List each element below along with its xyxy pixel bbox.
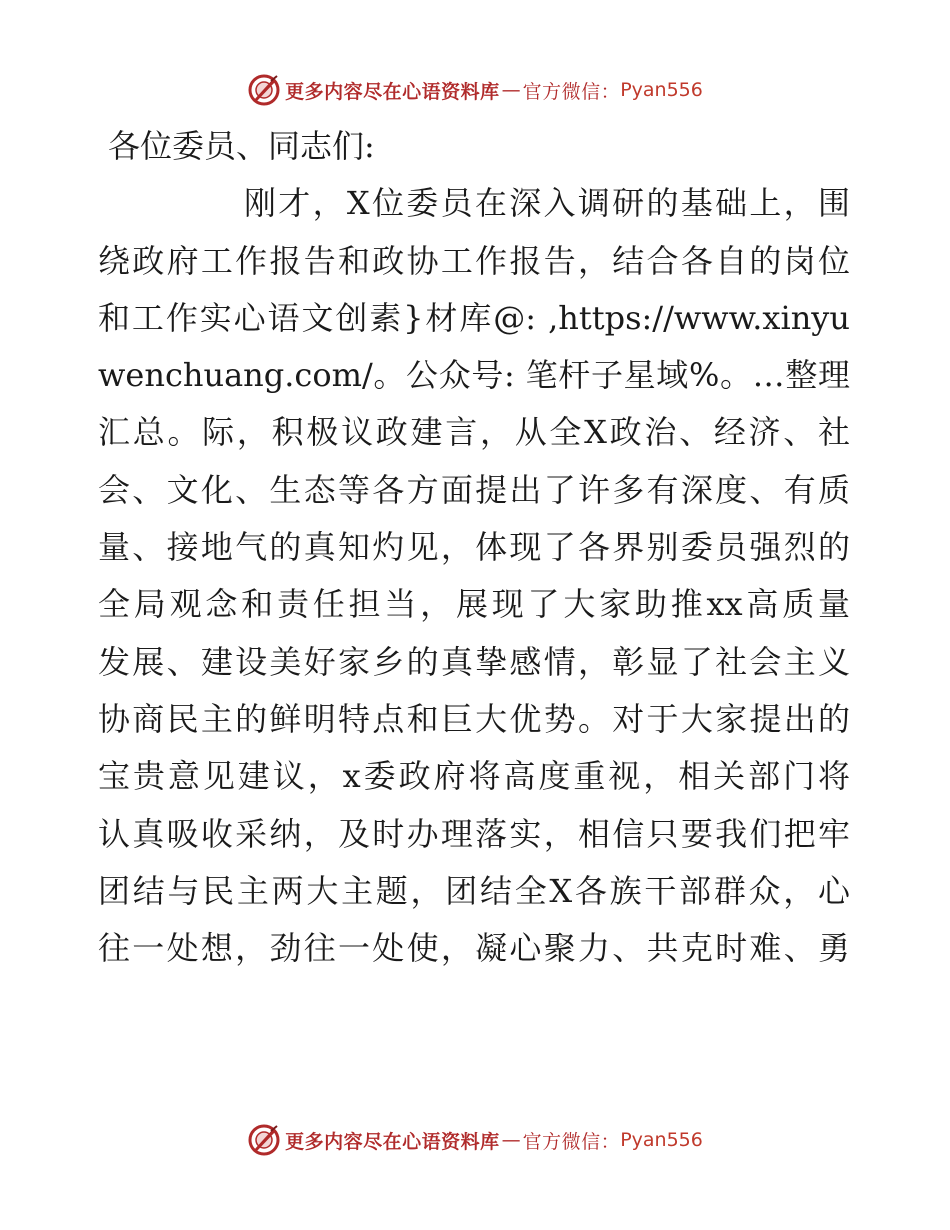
paragraph-line: 量、接地气的真知灼见，体现了各界别委员强烈的 [98, 528, 850, 567]
paragraph-line: 汇总。际，积极议政建言，从全X政治、经济、社 [98, 413, 850, 452]
paragraph-line: 宝贵意见建议，x委政府将高度重视，相关部门将 [98, 757, 850, 796]
salutation: 各位委员、同志们: [108, 127, 375, 165]
banner-wechat-id: Pyan556 [620, 79, 703, 101]
document-body [98, 118, 850, 977]
paragraph-line: 会、文化、生态等各方面提出了许多有深度、有质 [98, 470, 850, 509]
paragraph-line: 全局观念和责任担当，展现了大家助推xx高质量 [98, 585, 850, 624]
quill-logo-icon [247, 73, 281, 107]
paragraph-line: 团结与民主两大主题，团结全X各族干部群众，心 [98, 871, 850, 910]
paragraph-line: 和工作实心语文创素}材库@: ,https://www.xinyu [98, 298, 850, 337]
paragraph-line: wenchuang.com/。公众号: 笔杆子星域%。…整理 [98, 356, 850, 395]
banner-wechat-id: Pyan556 [620, 1129, 703, 1151]
banner-wechat-label: 官方微信： [522, 1130, 621, 1153]
paragraph-line: 认真吸收采纳，及时办理落实，相信只要我们把牢 [98, 814, 850, 853]
paragraph-line: 绕政府工作报告和政协工作报告，结合各自的岗位 [98, 241, 850, 280]
paragraph-line: 往一处想，劲往一处使，凝心聚力、共克时难、勇 [98, 929, 850, 968]
paragraph-line: 协商民主的鲜明特点和巨大优势。对于大家提出的 [98, 699, 850, 738]
quill-logo-icon [247, 1123, 281, 1157]
footer-watermark-banner [0, 1120, 950, 1160]
banner-wechat-label: 官方微信： [522, 80, 621, 103]
banner-site-text: 更多内容尽在心语资料库 [285, 80, 500, 103]
banner-site-text: 更多内容尽在心语资料库 [285, 1130, 500, 1153]
header-watermark-banner [0, 70, 950, 110]
paragraph-line: 刚才，X位委员在深入调研的基础上，围 [244, 184, 850, 223]
banner-separator: — [501, 79, 521, 101]
banner-separator: — [501, 1129, 521, 1151]
paragraph-line: 发展、建设美好家乡的真挚感情，彰显了社会主义 [98, 642, 850, 681]
